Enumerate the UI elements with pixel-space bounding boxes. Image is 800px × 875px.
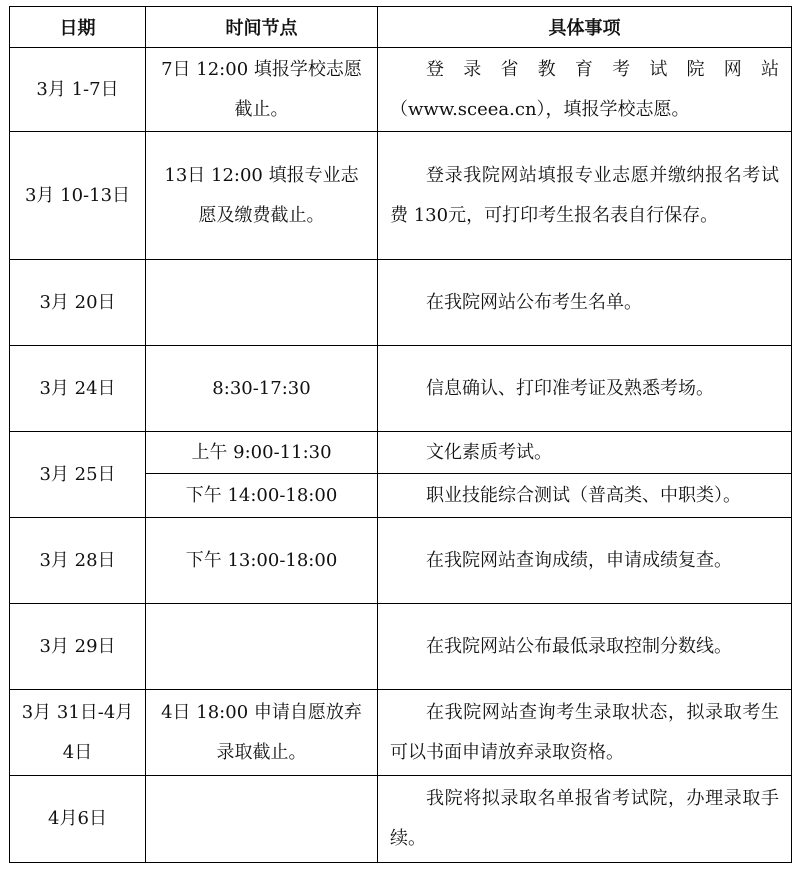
- date-cell: 3月 20日: [10, 260, 146, 346]
- table-row: [10, 132, 792, 260]
- item-cell: 登录我院网站填报专业志愿并缴纳报名考试费 130元，可打印考生报名表自行保存。: [378, 132, 792, 260]
- table-header-row: [10, 7, 792, 48]
- item-cell: 文化素质考试。: [378, 432, 792, 474]
- date-cell: 3月 25日: [10, 432, 146, 518]
- time-cell: 7日 12:00 填报学校志愿截止。: [146, 48, 378, 132]
- table-row: [10, 260, 792, 346]
- header-time: 时间节点: [146, 7, 378, 48]
- date-cell: 3月 31日-4月 4日: [10, 690, 146, 776]
- time-cell: 13日 12:00 填报专业志愿及缴费截止。: [146, 132, 378, 260]
- table-row: [10, 346, 792, 432]
- table-row: [10, 776, 792, 863]
- date-cell: 3月 24日: [10, 346, 146, 432]
- header-item: 具体事项: [378, 7, 792, 48]
- date-cell: 3月 28日: [10, 518, 146, 604]
- time-cell: 下午 14:00-18:00: [146, 474, 378, 518]
- item-cell: 在我院网站查询成绩，申请成绩复查。: [378, 518, 792, 604]
- item-cell: 在我院网站查询考生录取状态，拟录取考生可以书面申请放弃录取资格。: [378, 690, 792, 776]
- item-cell: 在我院网站公布考生名单。: [378, 260, 792, 346]
- time-cell: 下午 13:00-18:00: [146, 518, 378, 604]
- time-cell: [146, 776, 378, 863]
- time-cell: 8:30-17:30: [146, 346, 378, 432]
- time-cell: [146, 604, 378, 690]
- table-row: [10, 690, 792, 776]
- time-cell: 上午 9:00-11:30: [146, 432, 378, 474]
- header-date: 日期: [10, 7, 146, 48]
- table-row: [10, 48, 792, 132]
- table-row: [10, 518, 792, 604]
- item-cell: 信息确认、打印准考证及熟悉考场。: [378, 346, 792, 432]
- time-cell: [146, 260, 378, 346]
- time-cell: 4日 18:00 申请自愿放弃录取截止。: [146, 690, 378, 776]
- item-cell: 登录省教育考试院网站（www.sceea.cn），填报学校志愿。: [378, 48, 792, 132]
- item-cell: 我院将拟录取名单报省考试院，办理录取手续。: [378, 776, 792, 863]
- item-cell: 职业技能综合测试（普高类、中职类）。: [378, 474, 792, 518]
- date-cell: 3月 29日: [10, 604, 146, 690]
- date-cell: 3月 1-7日: [10, 48, 146, 132]
- table-row: [10, 604, 792, 690]
- item-cell: 在我院网站公布最低录取控制分数线。: [378, 604, 792, 690]
- date-cell: 3月 10-13日: [10, 132, 146, 260]
- schedule-table: [9, 6, 792, 863]
- date-cell: 4月6日: [10, 776, 146, 863]
- table-row: [10, 432, 792, 474]
